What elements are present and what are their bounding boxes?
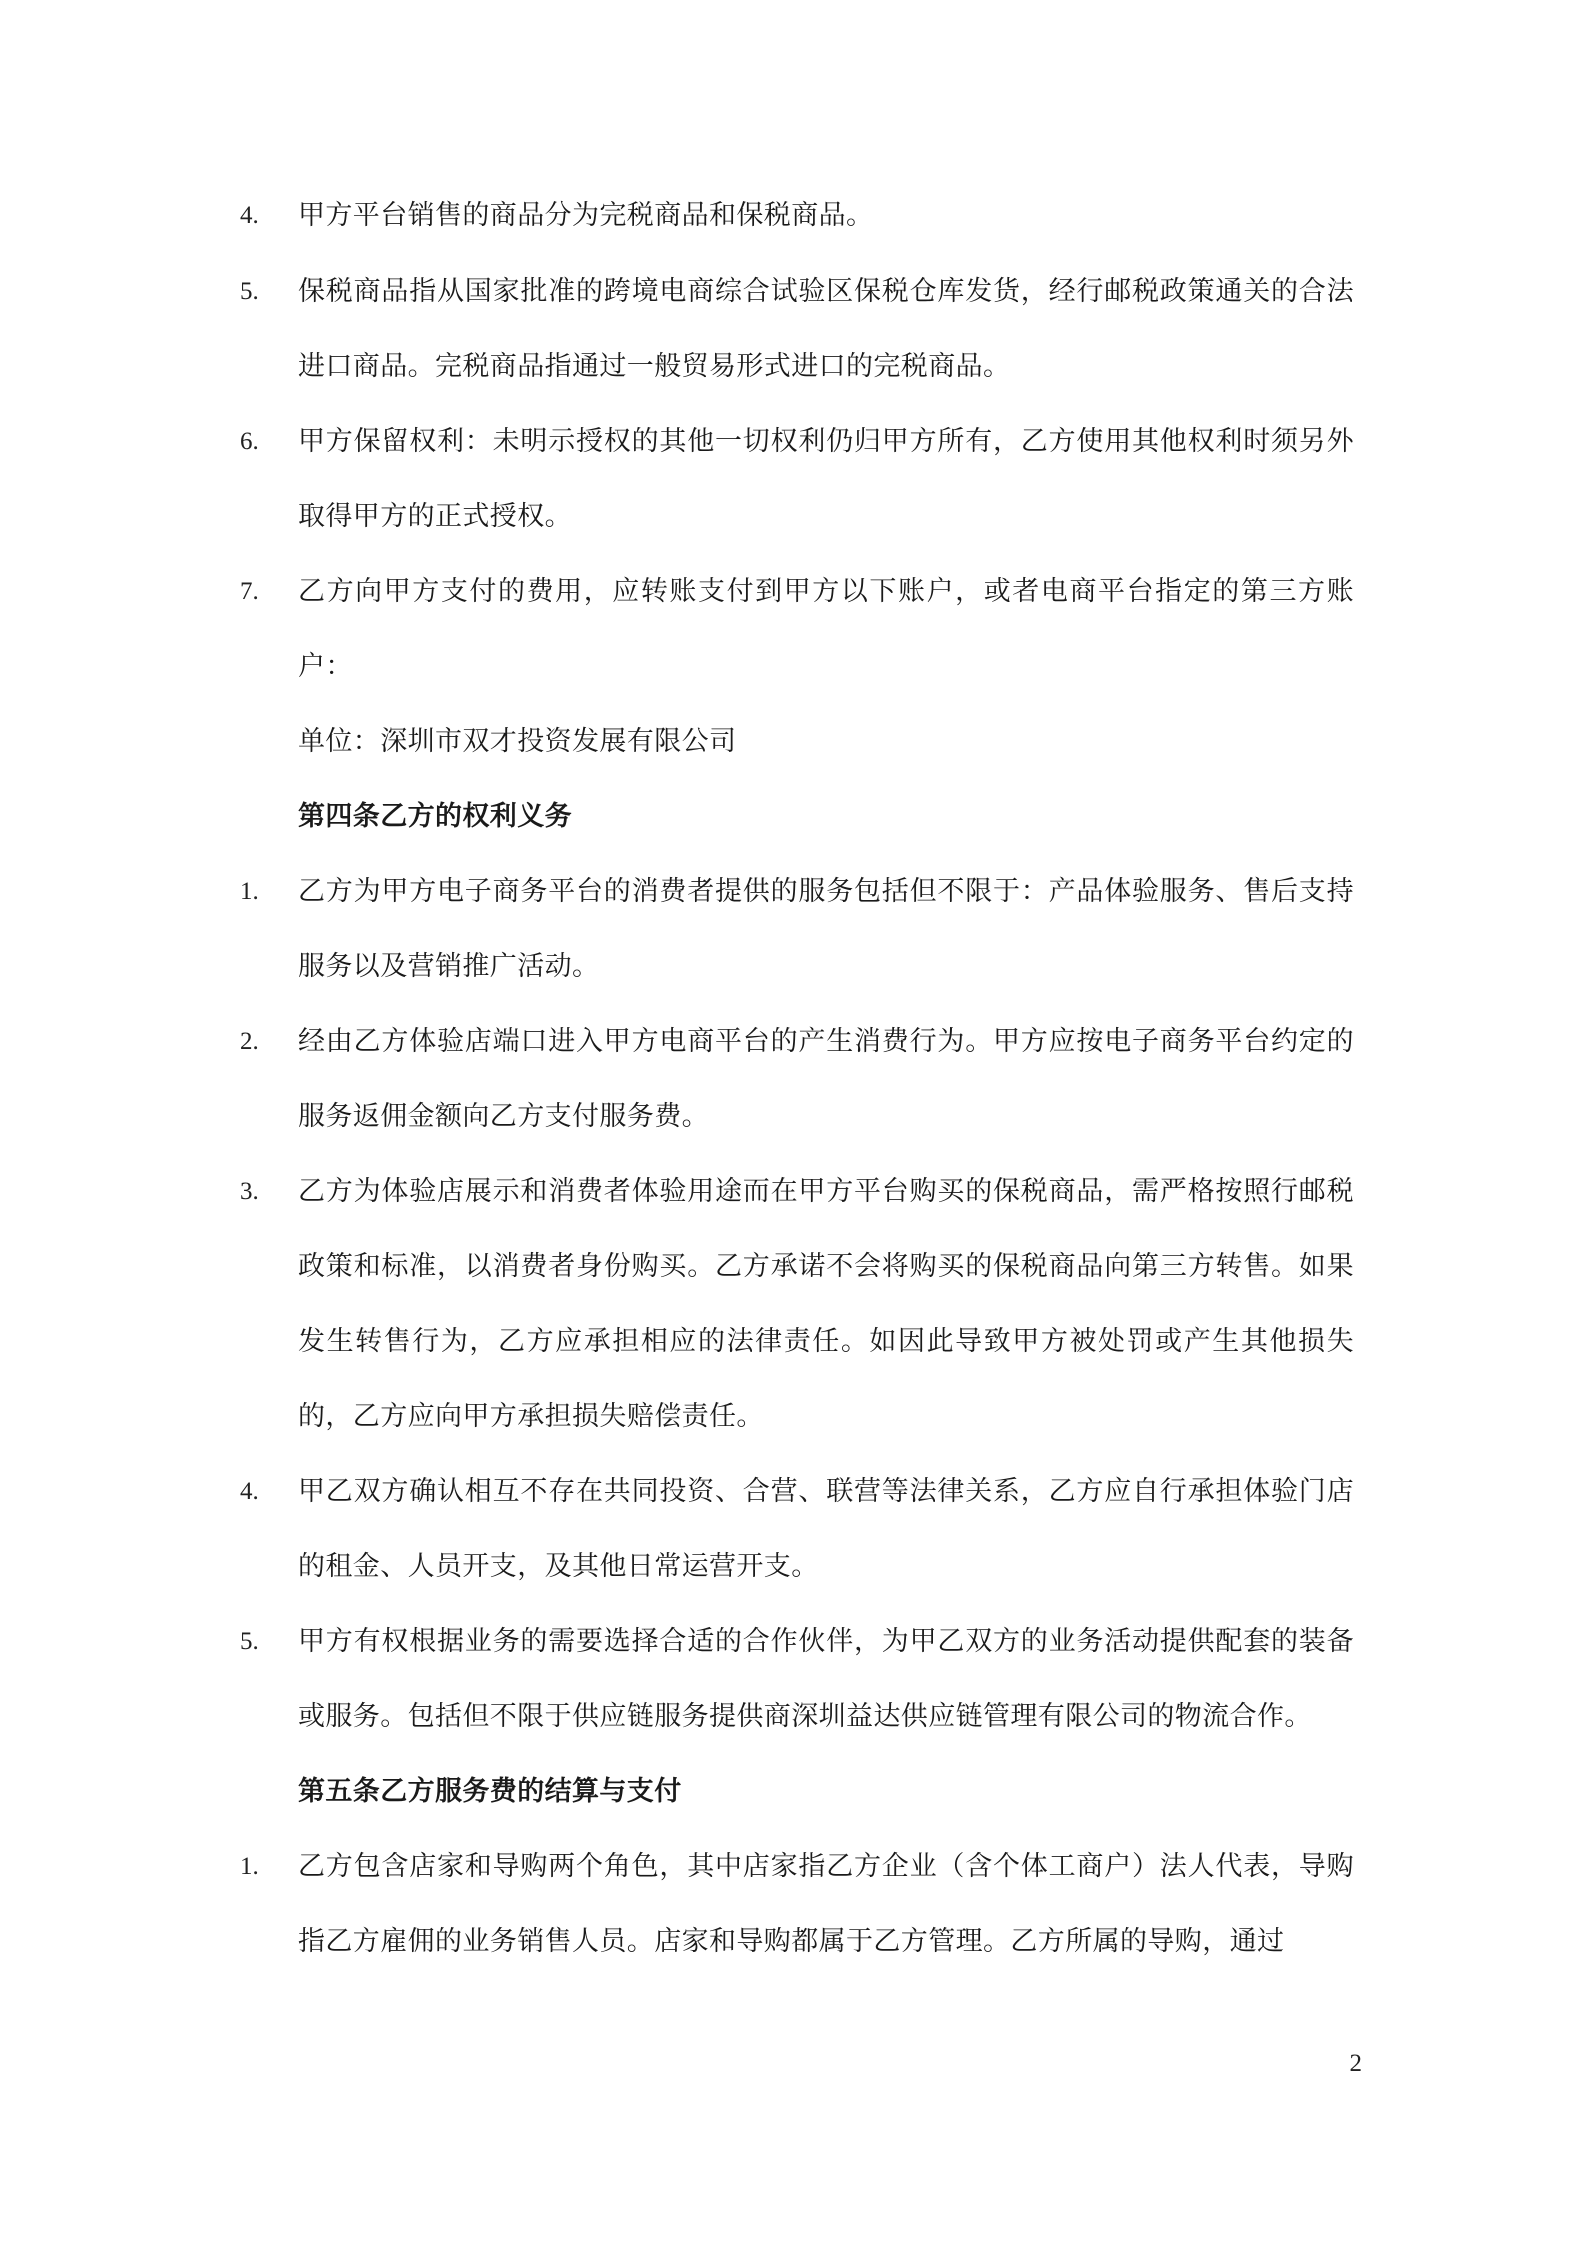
list-item-text: 乙方为甲方电子商务平台的消费者提供的服务包括但不限于：产品体验服务、售后支持服务以及营销推广活动。 <box>298 876 1354 982</box>
list-item-number: 4. <box>240 1478 259 1505</box>
list-item-text: 甲方保留权利：未明示授权的其他一切权利仍归甲方所有，乙方使用其他权利时须另外取得甲方的正式授权。 <box>298 426 1354 532</box>
section-5-heading: 第五条乙方服务费的结算与支付 <box>298 1776 682 1807</box>
list-item-number: 1. <box>240 1853 259 1880</box>
list-item-number: 3. <box>240 1178 259 1205</box>
list-item-number: 6. <box>240 428 259 455</box>
list-item-number: 1. <box>240 878 259 905</box>
list-item-text: 乙方包含店家和导购两个角色，其中店家指乙方企业（含个体工商户）法人代表，导购指乙方雇佣的业务销售人员。店家和导购都属于乙方管理。乙方所属的导购，通过 <box>298 1851 1354 1957</box>
list-item-text: 甲方有权根据业务的需要选择合适的合作伙伴，为甲乙双方的业务活动提供配套的装备或服务。包括但不限于供应链服务提供商深圳益达供应链管理有限公司的物流合作。 <box>298 1626 1354 1732</box>
list-item-text: 乙方向甲方支付的费用，应转账支付到甲方以下账户，或者电商平台指定的第三方账户： <box>298 576 1354 682</box>
list-item-number: 4. <box>240 202 259 229</box>
list-item-text: 经由乙方体验店端口进入甲方电商平台的产生消费行为。甲方应按电子商务平台约定的服务返佣金额向乙方支付服务费。 <box>298 1026 1354 1132</box>
list-item-text: 甲乙双方确认相互不存在共同投资、合营、联营等法律关系，乙方应自行承担体验门店的租金、人员开支，及其他日常运营开支。 <box>298 1476 1354 1582</box>
list-item-text: 保税商品指从国家批准的跨境电商综合试验区保税仓库发货，经行邮税政策通关的合法进口商品。完税商品指通过一般贸易形式进口的完税商品。 <box>298 276 1354 382</box>
list-item-number: 5. <box>240 278 259 305</box>
page-number: 2 <box>1349 2050 1362 2077</box>
list-item-text: 甲方平台销售的商品分为完税商品和保税商品。 <box>298 200 874 231</box>
account-unit-text: 单位：深圳市双才投资发展有限公司 <box>298 726 737 757</box>
list-item-number: 7. <box>240 578 259 605</box>
list-item-text: 乙方为体验店展示和消费者体验用途而在甲方平台购买的保税商品，需严格按照行邮税政策和标准，以消费者身份购买。乙方承诺不会将购买的保税商品向第三方转售。如果发生转售行为，乙方应承担相应的法律责任。如因此导致甲方被处罚或产生其他损失的，乙方应向甲方承担损失赔偿责任。 <box>298 1176 1354 1432</box>
list-item-number: 5. <box>240 1628 259 1655</box>
list-item-number: 2. <box>240 1028 259 1055</box>
section-4-heading: 第四条乙方的权利义务 <box>298 801 572 832</box>
